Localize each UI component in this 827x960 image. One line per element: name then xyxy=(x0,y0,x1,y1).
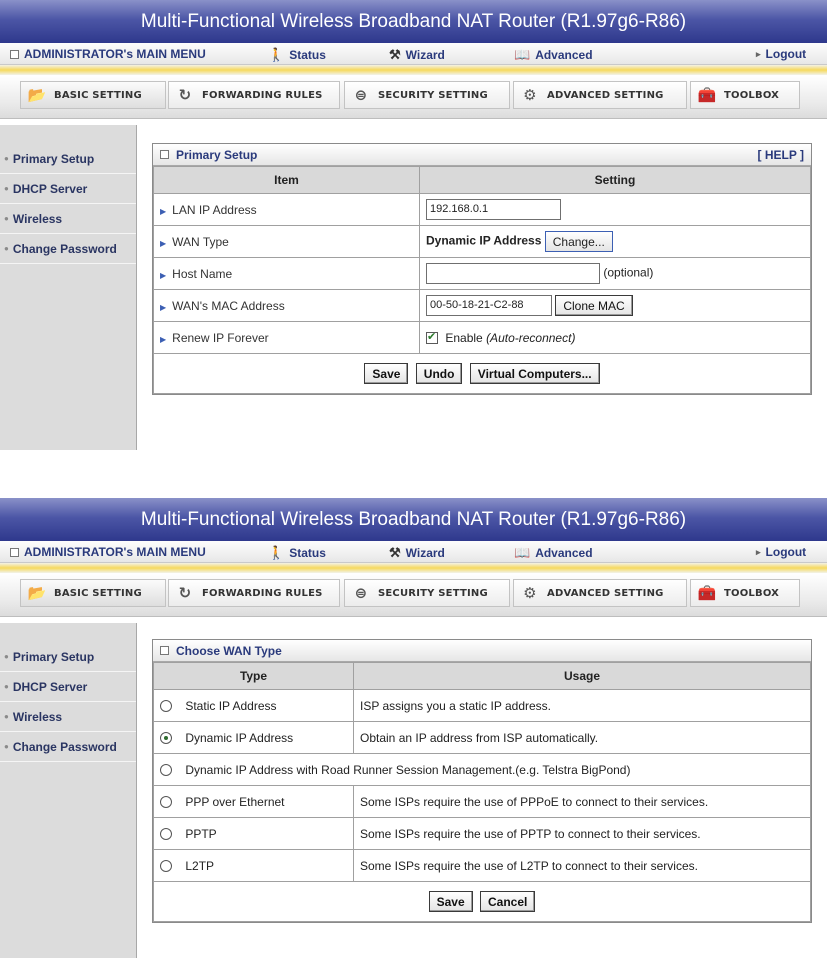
folder-icon: 📂 xyxy=(27,86,47,104)
tabs-bar xyxy=(0,75,827,119)
gear-icon: ⚙ xyxy=(523,584,537,602)
accent-band xyxy=(0,563,827,573)
arrows-icon: ↻ xyxy=(178,86,192,104)
lock-icon: ⊜ xyxy=(354,86,368,104)
arrow-right-icon: ▸ xyxy=(756,48,761,59)
change-button[interactable]: Change... xyxy=(545,231,613,252)
toolbox-icon: 🧰 xyxy=(697,86,717,104)
tab-advanced-setting[interactable]: ⚙ ADVANCED SETTING xyxy=(513,579,687,607)
book-icon: 📖 xyxy=(514,47,531,62)
table-row xyxy=(154,258,811,290)
button-row xyxy=(154,354,811,394)
sidebar xyxy=(0,125,137,450)
radio-road-runner[interactable] xyxy=(160,764,172,776)
table-row: PPTP Some ISPs require the use of PPTP to connect to their services. xyxy=(154,818,811,850)
undo-button[interactable]: Undo xyxy=(416,363,463,384)
col-usage-header: Usage xyxy=(354,663,811,690)
button-row xyxy=(154,882,811,922)
wan-mac-label: WAN's MAC Address xyxy=(172,298,285,313)
toolbox-icon: 🧰 xyxy=(697,584,717,602)
arrow-right-icon: ▸ xyxy=(756,546,761,557)
choose-wan-type-screen xyxy=(0,498,827,958)
sidebar-item-change-password[interactable]: ● Change Password xyxy=(0,732,136,762)
table-row xyxy=(154,290,811,322)
bullet-icon: ● xyxy=(4,214,9,223)
wizard-link[interactable]: ⚒ Wizard xyxy=(389,545,445,560)
table-row xyxy=(154,322,811,354)
folder-icon: 📂 xyxy=(27,584,47,602)
sidebar-item-change-password[interactable]: ● Change Password xyxy=(0,234,136,264)
status-link[interactable]: 🚶 Status xyxy=(268,47,326,62)
title-bar xyxy=(0,498,827,541)
bullet-icon: ● xyxy=(4,742,9,751)
lan-ip-input[interactable]: 192.168.0.1 xyxy=(426,199,561,220)
renew-checkbox[interactable] xyxy=(426,332,438,344)
table-row: Dynamic IP Address Obtain an IP address from ISP automatically. xyxy=(154,722,811,754)
accent-band xyxy=(0,65,827,75)
mac-address-input[interactable]: 00-50-18-21-C2-88 xyxy=(426,295,552,316)
table-row: PPP over Ethernet Some ISPs require the use of PPPoE to connect to their services. xyxy=(154,786,811,818)
tab-advanced-setting[interactable]: ⚙ ADVANCED SETTING xyxy=(513,81,687,109)
advanced-link[interactable]: 📖 Advanced xyxy=(514,545,593,560)
logout-link[interactable]: ▸ Logout xyxy=(756,47,807,61)
status-link[interactable]: 🚶 Status xyxy=(268,545,326,560)
sidebar-item-wireless[interactable]: ● Wireless xyxy=(0,702,136,732)
primary-setup-panel xyxy=(152,143,812,395)
wizard-icon: ⚒ xyxy=(389,545,401,560)
wizard-link[interactable]: ⚒ Wizard xyxy=(389,47,445,62)
sidebar xyxy=(0,623,137,958)
save-button[interactable]: Save xyxy=(364,363,408,384)
radio-l2tp[interactable] xyxy=(160,860,172,872)
virtual-computers-button[interactable]: Virtual Computers... xyxy=(470,363,600,384)
gear-icon: ⚙ xyxy=(523,86,537,104)
radio-pppoe[interactable] xyxy=(160,796,172,808)
primary-setup-table xyxy=(153,166,811,394)
clone-mac-button[interactable]: Clone MAC xyxy=(555,295,632,316)
square-icon xyxy=(160,150,169,159)
tab-basic-setting[interactable]: 📂 BASIC SETTING xyxy=(20,579,166,607)
wan-type-label: WAN Type xyxy=(172,234,229,249)
tab-security-setting[interactable]: ⊜ SECURITY SETTING xyxy=(344,579,510,607)
square-icon xyxy=(10,50,19,59)
router-title: Multi-Functional Wireless Broadband NAT Router (R1.97g6-R86) xyxy=(140,509,687,530)
triangle-icon: ▶ xyxy=(160,302,167,312)
optional-hint: (optional) xyxy=(603,265,654,280)
sidebar-item-dhcp-server[interactable]: ● DHCP Server xyxy=(0,672,136,702)
table-row: L2TP Some ISPs require the use of L2TP to connect to their services. xyxy=(154,850,811,882)
lock-icon: ⊜ xyxy=(354,584,368,602)
person-icon: 🚶 xyxy=(268,47,285,62)
col-type-header: Type xyxy=(154,663,354,690)
table-row xyxy=(154,194,811,226)
bullet-icon: ● xyxy=(4,652,9,661)
advanced-link[interactable]: 📖 Advanced xyxy=(514,47,593,62)
save-button[interactable]: Save xyxy=(429,891,473,912)
tab-basic-setting[interactable]: 📂 BASIC SETTING xyxy=(20,81,166,109)
admin-main-menu-link[interactable]: ADMINISTRATOR's MAIN MENU xyxy=(10,545,206,559)
host-name-input[interactable] xyxy=(426,263,600,284)
wan-type-table xyxy=(153,662,811,922)
tab-security-setting[interactable]: ⊜ SECURITY SETTING xyxy=(344,81,510,109)
col-item-header: Item xyxy=(154,167,420,194)
auto-reconnect-hint: (Auto-reconnect) xyxy=(486,330,576,345)
router-title: Multi-Functional Wireless Broadband NAT Router (R1.97g6-R86) xyxy=(140,11,687,32)
host-name-label: Host Name xyxy=(172,266,233,281)
table-row xyxy=(154,226,811,258)
cancel-button[interactable]: Cancel xyxy=(480,891,535,912)
square-icon xyxy=(10,548,19,557)
choose-wan-type-panel xyxy=(152,639,812,923)
lan-ip-label: LAN IP Address xyxy=(172,202,257,217)
wan-type-value: Dynamic IP Address xyxy=(426,233,542,248)
wizard-icon: ⚒ xyxy=(389,47,401,62)
triangle-icon: ▶ xyxy=(160,270,167,280)
bullet-icon: ● xyxy=(4,712,9,721)
sidebar-item-wireless[interactable]: ● Wireless xyxy=(0,204,136,234)
enable-label: Enable xyxy=(445,330,483,345)
radio-dynamic-ip[interactable] xyxy=(160,732,172,744)
title-bar xyxy=(0,0,827,43)
bullet-icon: ● xyxy=(4,682,9,691)
main-menu-bar xyxy=(0,43,827,65)
triangle-icon: ▶ xyxy=(160,334,167,344)
main-menu-bar xyxy=(0,541,827,563)
tab-forwarding-rules[interactable]: ↻ FORWARDING RULES xyxy=(168,81,340,109)
tabs-bar xyxy=(0,573,827,617)
col-setting-header: Setting xyxy=(420,167,811,194)
admin-main-menu-link[interactable]: ADMINISTRATOR's MAIN MENU xyxy=(10,47,206,61)
primary-setup-screen xyxy=(0,0,827,460)
tab-toolbox[interactable]: 🧰 TOOLBOX xyxy=(690,81,800,109)
renew-ip-label: Renew IP Forever xyxy=(172,330,269,345)
sidebar-item-primary-setup[interactable]: ● Primary Setup xyxy=(0,144,136,174)
bullet-icon: ● xyxy=(4,154,9,163)
book-icon: 📖 xyxy=(514,545,531,560)
tab-forwarding-rules[interactable]: ↻ FORWARDING RULES xyxy=(168,579,340,607)
person-icon: 🚶 xyxy=(268,545,285,560)
square-icon xyxy=(160,646,169,655)
table-row: Dynamic IP Address with Road Runner Session Management.(e.g. Telstra BigPond) xyxy=(154,754,811,786)
radio-static-ip[interactable] xyxy=(160,700,172,712)
bullet-icon: ● xyxy=(4,244,9,253)
panel-header: Primary Setup [ HELP ] xyxy=(153,144,811,166)
logout-link[interactable]: ▸ Logout xyxy=(756,545,807,559)
sidebar-item-dhcp-server[interactable]: ● DHCP Server xyxy=(0,174,136,204)
radio-pptp[interactable] xyxy=(160,828,172,840)
arrows-icon: ↻ xyxy=(178,584,192,602)
triangle-icon: ▶ xyxy=(160,238,167,248)
panel-header: Choose WAN Type xyxy=(153,640,811,662)
tab-toolbox[interactable]: 🧰 TOOLBOX xyxy=(690,579,800,607)
triangle-icon: ▶ xyxy=(160,206,167,216)
sidebar-item-primary-setup[interactable]: ● Primary Setup xyxy=(0,642,136,672)
table-row: Static IP Address ISP assigns you a static IP address. xyxy=(154,690,811,722)
help-link[interactable]: [ HELP ] xyxy=(757,147,804,162)
bullet-icon: ● xyxy=(4,184,9,193)
